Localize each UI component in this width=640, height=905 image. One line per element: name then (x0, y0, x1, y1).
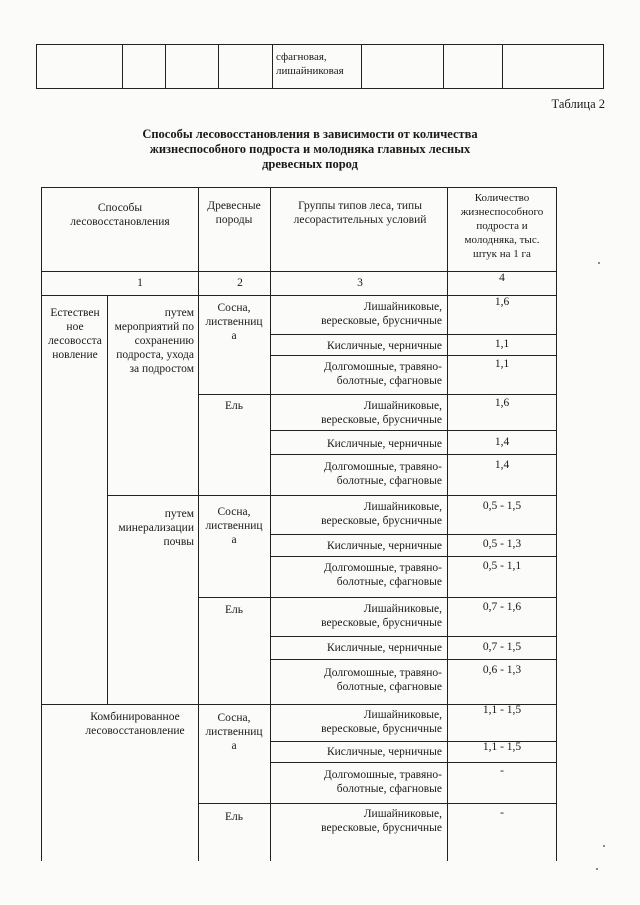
table-label: Таблица 2 (551, 97, 605, 111)
qty-cell: 1,6 (494, 397, 510, 409)
qty-cell: 1,4 (494, 459, 510, 471)
group-cell: Лишайниковые, вересковые, брусничные (321, 709, 442, 735)
species-pine-3: Сосна, лиственниц а (205, 712, 263, 752)
group-cell: Долгомошные, травяно- болотные, сфагновые (323, 461, 442, 487)
col-number-1: 1 (137, 277, 143, 289)
group-cell: Долгомошные, травяно- болотные, сфагновые (323, 667, 442, 693)
method-sub-mineralization: путем минерализации почвы (118, 508, 194, 548)
group-cell: Лишайниковые, вересковые, брусничные (321, 301, 442, 327)
group-cell: Долгомошные, травяно- болотные, сфагновые (323, 361, 442, 387)
col-number-4: 4 (499, 272, 505, 284)
group-cell: Лишайниковые, вересковые, брусничные (321, 603, 442, 629)
qty-cell: - (500, 807, 504, 819)
qty-cell: 1,1 - 1,5 (482, 704, 522, 716)
group-cell: Лишайниковые, вересковые, брусничные (321, 400, 442, 426)
species-spruce-2: Ель (224, 604, 243, 616)
species-spruce-3: Ель (224, 811, 243, 823)
header-species: Древесные породы (207, 200, 261, 226)
qty-cell: 0,7 - 1,6 (482, 601, 522, 613)
scan-speck (598, 262, 600, 264)
qty-cell: 0,5 - 1,1 (482, 560, 522, 572)
qty-cell: 1,1 (494, 338, 510, 350)
species-spruce-1: Ель (224, 400, 243, 412)
qty-cell: 0,5 - 1,5 (482, 500, 522, 512)
group-cell: Кисличные, черничные (326, 540, 442, 552)
header-quantity: Количество жизнеспособного подроста и молодняка, тыс. штук на 1 га (460, 192, 544, 260)
method-combined: Комбинированное лесовосстановление (85, 711, 185, 737)
group-cell: Кисличные, черничные (326, 746, 442, 758)
method-sub-care: путем мероприятий по сохранению подроста, ухода за подростом (114, 307, 194, 375)
qty-cell: 0,7 - 1,5 (482, 641, 522, 653)
qty-cell: 1,4 (494, 436, 510, 448)
group-cell: Кисличные, черничные (326, 340, 442, 352)
species-pine-2: Сосна, лиственниц а (205, 506, 263, 546)
group-cell: Кисличные, черничные (326, 642, 442, 654)
qty-cell: 1,1 (494, 358, 510, 370)
qty-cell: 0,5 - 1,3 (482, 538, 522, 550)
col-number-2: 2 (237, 277, 243, 289)
qty-cell: 1,6 (494, 296, 510, 308)
group-cell: Долгомошные, травяно- болотные, сфагновые (323, 769, 442, 795)
scan-speck (596, 868, 598, 870)
group-cell: Кисличные, черничные (326, 438, 442, 450)
group-cell: Лишайниковые, вересковые, брусничные (321, 808, 442, 834)
col-number-3: 3 (357, 277, 363, 289)
top-fragment-cell: сфагновая, лишайниковая (276, 51, 344, 77)
method-natural: Естествен ное лесовосста новление (48, 307, 102, 361)
group-cell: Лишайниковые, вересковые, брусничные (321, 501, 442, 527)
qty-cell: - (500, 765, 504, 777)
species-pine-1: Сосна, лиственниц а (205, 302, 263, 342)
qty-cell: 1,1 - 1,5 (482, 741, 522, 753)
header-methods: Способы лесовосстановления (70, 202, 170, 228)
qty-cell: 0,6 - 1,3 (482, 664, 522, 676)
page-title: Способы лесовосстановления в зависимости от количества жизнеспособного подроста и молодняка главных лесных древесных пород (142, 127, 478, 171)
group-cell: Долгомошные, травяно- болотные, сфагновые (323, 562, 442, 588)
scan-speck (603, 845, 605, 847)
header-groups: Группы типов леса, типы лесорастительных условий (293, 200, 427, 226)
